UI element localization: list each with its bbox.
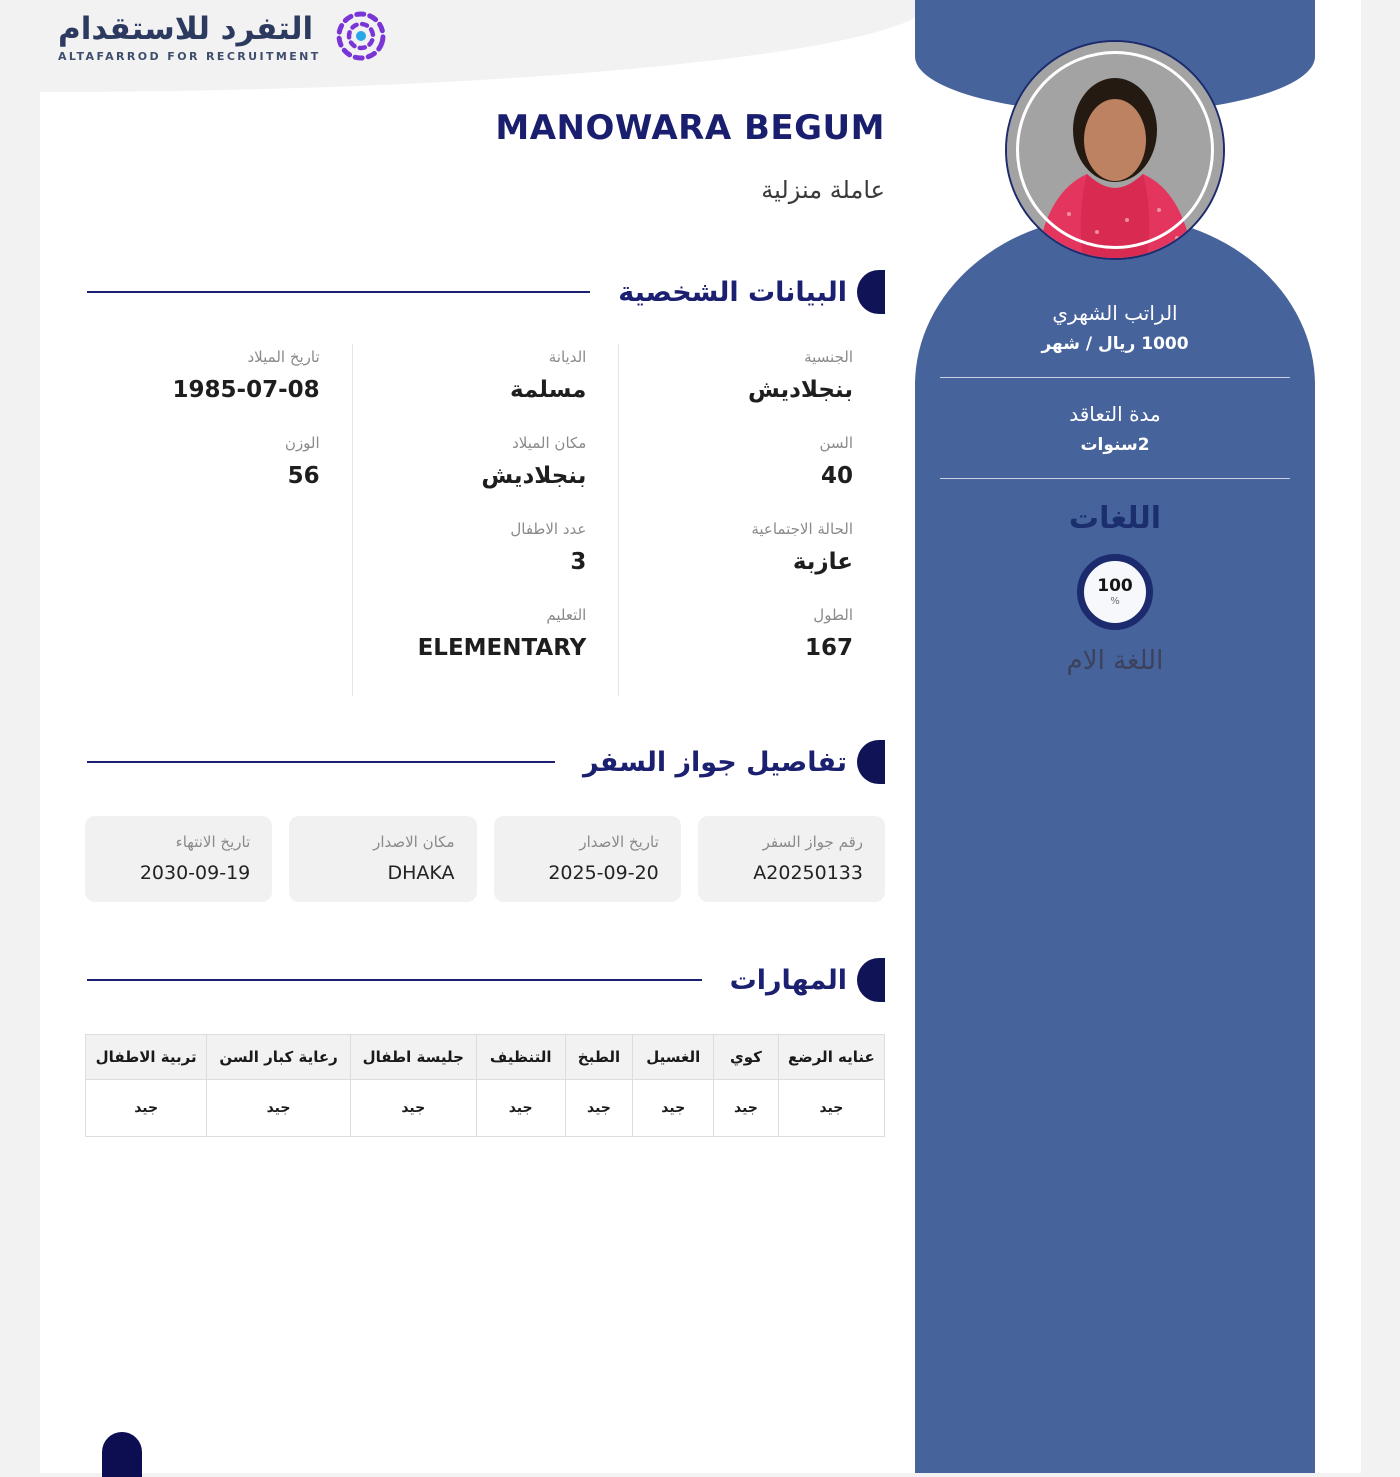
contract-duration-value: 2سنوات [1080, 435, 1150, 455]
field-label: التعليم [546, 606, 587, 624]
skills-table [85, 1034, 885, 1137]
contract-duration-label: مدة التعاقد [1069, 402, 1161, 426]
card-value: DHAKA [387, 862, 455, 884]
skills-value-row [86, 1080, 885, 1137]
skill-value-cell: جيد [207, 1080, 351, 1137]
field-birthplace [353, 434, 619, 494]
sidebar-content [915, 215, 1315, 676]
field-value: مسلمة [509, 377, 587, 403]
field-age [619, 434, 885, 494]
skill-value-cell: جيد [86, 1080, 207, 1137]
passport-cards [85, 816, 885, 902]
section-bullet-icon [857, 270, 885, 314]
card-value: A20250133 [753, 862, 863, 884]
card-label: تاريخ الاصدار [579, 833, 659, 851]
field-value: ELEMENTARY [417, 635, 587, 661]
percent-sign: % [1110, 595, 1120, 607]
passport-number-card [698, 816, 885, 902]
field-label: الطول [813, 606, 853, 624]
field-religion [353, 348, 619, 408]
section-header-passport [85, 740, 885, 784]
skill-column-header: تربية الاطفال [86, 1035, 207, 1080]
field-value: عازبة [792, 549, 853, 575]
personal-column-2 [352, 344, 619, 696]
job-title: عاملة منزلية [761, 176, 885, 204]
photo-white-ring [1016, 51, 1214, 249]
section-line [87, 761, 555, 763]
skill-column-header: رعاية كبار السن [207, 1035, 351, 1080]
agency-name-arabic: التفرد للاستقدام [58, 10, 314, 47]
skills-header-row [86, 1035, 885, 1080]
skill-column-header: جليسة اطفال [350, 1035, 476, 1080]
salary-label: الراتب الشهري [1052, 301, 1178, 325]
sidebar [915, 215, 1315, 1473]
field-value: بنجلاديش [747, 377, 853, 403]
field-label: عدد الاطفال [510, 520, 587, 538]
skill-value-cell: جيد [350, 1080, 476, 1137]
language-name: اللغة الام [1066, 646, 1164, 676]
skill-value-cell: جيد [476, 1080, 565, 1137]
candidate-photo [1005, 40, 1225, 260]
field-label: الديانة [548, 348, 587, 366]
main-content [85, 0, 885, 1137]
field-label: السن [819, 434, 853, 452]
section-line [87, 979, 702, 981]
skill-column-header: الغسيل [633, 1035, 714, 1080]
field-value: بنجلاديش [481, 463, 587, 489]
field-nationality [619, 348, 885, 408]
field-value: 56 [287, 463, 320, 489]
card-label: مكان الاصدار [373, 833, 455, 851]
skill-column-header: عنايه الرضع [778, 1035, 884, 1080]
footer-pill-shape [102, 1432, 142, 1477]
card-label: تاريخ الانتهاء [175, 833, 251, 851]
field-education [353, 606, 619, 666]
field-label: مكان الميلاد [512, 434, 587, 452]
passport-issue-date-card [494, 816, 681, 902]
skill-value-cell: جيد [778, 1080, 884, 1137]
passport-issue-place-card [289, 816, 476, 902]
language-percent-badge [1077, 554, 1153, 630]
field-value: 40 [820, 463, 853, 489]
field-label: تاريخ الميلاد [247, 348, 320, 366]
skill-column-header: كوي [714, 1035, 779, 1080]
card-value: 2030-09-19 [139, 862, 251, 884]
field-label: الحالة الاجتماعية [751, 520, 853, 538]
section-line [87, 291, 590, 293]
field-value: 167 [804, 635, 853, 661]
personal-data-grid [85, 344, 885, 696]
skill-column-header: الطبخ [565, 1035, 633, 1080]
card-value: 2025-09-20 [548, 862, 659, 884]
section-header-skills [85, 958, 885, 1002]
skill-value-cell: جيد [565, 1080, 633, 1137]
language-percent-value: 100 [1097, 575, 1133, 596]
section-bullet-icon [857, 740, 885, 784]
field-weight [85, 434, 352, 494]
candidate-name: MANOWARA BEGUM [495, 108, 885, 148]
agency-name-english: ALTAFARROD FOR RECRUITMENT [58, 50, 321, 64]
passport-expiry-date-card [85, 816, 272, 902]
sidebar-divider [940, 377, 1290, 378]
personal-column-1 [618, 344, 885, 696]
card-label: رقم جواز السفر [762, 833, 863, 851]
field-value: 1985-07-08 [172, 377, 320, 403]
sidebar-divider [940, 478, 1290, 479]
salary-value: 1000 ريال / شهر [1041, 334, 1189, 354]
field-children-count [353, 520, 619, 580]
field-birthdate [85, 348, 352, 408]
field-height [619, 606, 885, 666]
field-value: 3 [570, 549, 587, 575]
skill-value-cell: جيد [714, 1080, 779, 1137]
section-title-personal: البيانات الشخصية [618, 276, 847, 308]
section-title-skills: المهارات [729, 964, 847, 996]
field-label: الوزن [284, 434, 320, 452]
skill-column-header: التنظيف [476, 1035, 565, 1080]
section-title-passport: تفاصيل جواز السفر [582, 746, 847, 778]
personal-column-3 [85, 344, 352, 696]
skill-value-cell: جيد [633, 1080, 714, 1137]
field-marital-status [619, 520, 885, 580]
languages-title: اللغات [1068, 501, 1162, 536]
field-label: الجنسية [804, 348, 853, 366]
section-header-personal [85, 270, 885, 314]
section-bullet-icon [857, 958, 885, 1002]
